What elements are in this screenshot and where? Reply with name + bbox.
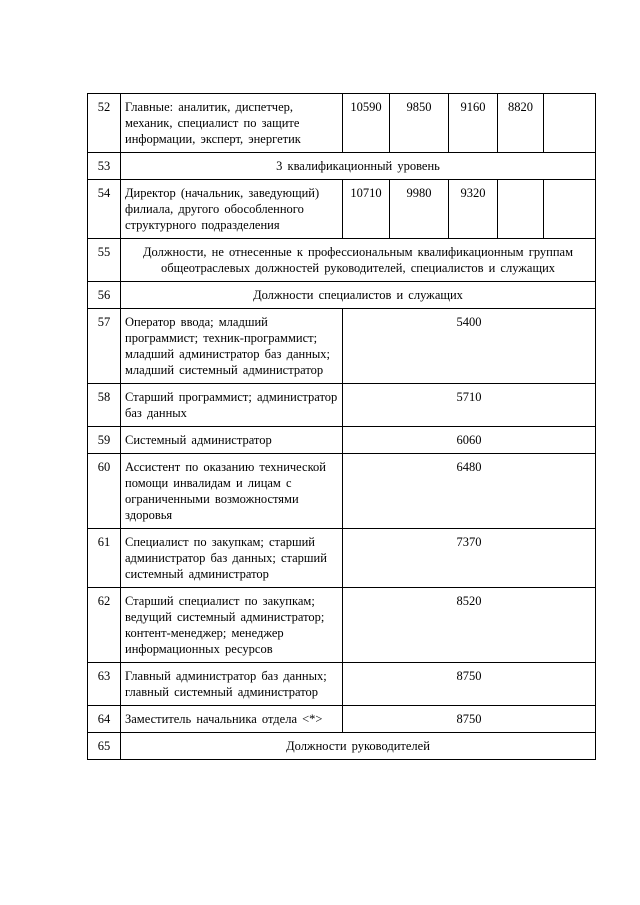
position-name: Старший специалист по закупкам; ведущий системный администратор; контент-менеджер; менеджер информационных ресурсов xyxy=(121,588,343,663)
position-name: Старший программист; администратор баз данных xyxy=(121,384,343,427)
row-number: 59 xyxy=(88,427,121,454)
table-row xyxy=(88,180,596,239)
position-name: Директор (начальник, заведующий) филиала, другого обособленного структурного подразделения xyxy=(121,180,343,239)
table-row xyxy=(88,706,596,733)
salary-value: 5400 xyxy=(343,309,596,384)
position-name: Системный администратор xyxy=(121,427,343,454)
salary-value: 10590 xyxy=(343,94,390,153)
salary-value: 6060 xyxy=(343,427,596,454)
position-name: Ассистент по оказанию технической помощи инвалидам и лицам с ограниченными возможностями здоровья xyxy=(121,454,343,529)
position-name: Оператор ввода; младший программист; техник-программист; младший администратор баз данных; младший системный администратор xyxy=(121,309,343,384)
row-number: 56 xyxy=(88,282,121,309)
table-row xyxy=(88,309,596,384)
salary-value: 9850 xyxy=(390,94,449,153)
table-row xyxy=(88,733,596,760)
table-row xyxy=(88,454,596,529)
row-number: 61 xyxy=(88,529,121,588)
salary-value: 8750 xyxy=(343,663,596,706)
section-heading: Должности руководителей xyxy=(121,733,596,760)
salary-value: 5710 xyxy=(343,384,596,427)
table-row xyxy=(88,239,596,282)
salary-value: 9320 xyxy=(449,180,498,239)
table-row xyxy=(88,663,596,706)
salary-value: 7370 xyxy=(343,529,596,588)
row-number: 54 xyxy=(88,180,121,239)
position-name: Главные: аналитик, диспетчер, механик, специалист по защите информации, эксперт, энергетик xyxy=(121,94,343,153)
salary-value: 10710 xyxy=(343,180,390,239)
salary-table xyxy=(87,93,596,760)
row-number: 57 xyxy=(88,309,121,384)
salary-value: 8750 xyxy=(343,706,596,733)
salary-value: 9160 xyxy=(449,94,498,153)
table-row xyxy=(88,588,596,663)
section-heading: 3 квалификационный уровень xyxy=(121,153,596,180)
row-number: 60 xyxy=(88,454,121,529)
section-heading: Должности, не отнесенные к профессиональным квалификационным группам общеотраслевых должностей руководителей, специалистов и служащих xyxy=(121,239,596,282)
row-number: 63 xyxy=(88,663,121,706)
table-row xyxy=(88,427,596,454)
row-number: 58 xyxy=(88,384,121,427)
salary-value: 9980 xyxy=(390,180,449,239)
salary-value: 8820 xyxy=(498,94,544,153)
table-row xyxy=(88,94,596,153)
position-name: Заместитель начальника отдела <*> xyxy=(121,706,343,733)
table-row xyxy=(88,529,596,588)
row-number: 65 xyxy=(88,733,121,760)
position-name: Специалист по закупкам; старший администратор баз данных; старший системный администратор xyxy=(121,529,343,588)
salary-value xyxy=(498,180,544,239)
row-number: 62 xyxy=(88,588,121,663)
table-row xyxy=(88,282,596,309)
position-name: Главный администратор баз данных; главный системный администратор xyxy=(121,663,343,706)
row-number: 55 xyxy=(88,239,121,282)
salary-value xyxy=(544,180,596,239)
row-number: 52 xyxy=(88,94,121,153)
row-number: 64 xyxy=(88,706,121,733)
row-number: 53 xyxy=(88,153,121,180)
table-row xyxy=(88,384,596,427)
table-row xyxy=(88,153,596,180)
section-heading: Должности специалистов и служащих xyxy=(121,282,596,309)
salary-value: 8520 xyxy=(343,588,596,663)
salary-value xyxy=(544,94,596,153)
salary-value: 6480 xyxy=(343,454,596,529)
